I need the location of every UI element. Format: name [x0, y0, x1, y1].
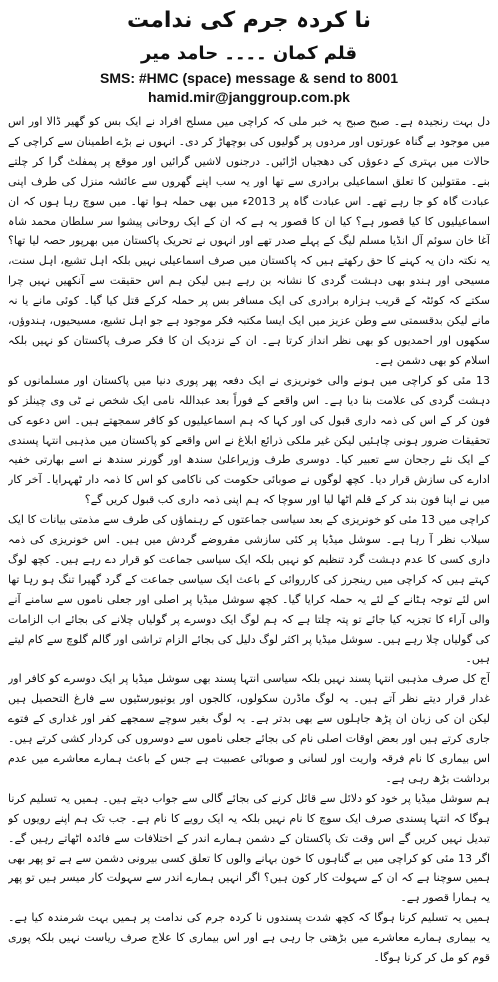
- article-paragraph: ہمیں یہ تسلیم کرنا ہوگا کہ کچھ شدت پسندوں نا کردہ جرم کی ندامت پر ہمیں بہت شرمندہ کیا ہے۔ یہ بیماری ہمارے معاشرے میں بڑھتی جا رہی ہے اور اس بیماری کا علاج صرف ریاست نہیں بلکہ پوری قوم کو مل کر کرنا ہوگا۔: [8, 911, 490, 965]
- article-body: [8, 112, 490, 968]
- sms-line: SMS: #HMC (space) message & send to 8001: [100, 70, 398, 86]
- article-paragraph: آج کل صرف مذہبی انتہا پسند نہیں بلکہ سیاسی انتہا پسند بھی سوشل میڈیا پر ایک دوسرے کو کافر اور غدار قرار دیتے نظر آتے ہیں۔ یہ لوگ ماڈرن سکولوں، کالجوں اور یونیورسٹیوں سے فارغ التحصیل ہیں لیکن ان کی زبان ان پڑھ جاہلوں سے بھی بدتر ہے۔ یہ لوگ بغیر سوچے سمجھے کفر اور غداری کے فتوے جاری کرتے ہیں اور بعض اوقات اصلی نام کی بجائے جعلی ناموں سے دوسروں کی کردار کشی کرتے ہیں۔ اس بیماری کا نام فرقہ واریت اور لسانی و صوبائی عصبیت ہے جس کے باعث ہمارے معاشرے میں عدم برداشت بڑھ رہی ہے۔: [8, 672, 490, 785]
- article-byline: قلم کمان ۔۔۔۔ حامد میر: [140, 43, 358, 64]
- article-paragraph: 13 مئی کو کراچی میں ہونے والی خونریزی نے ایک دفعہ پھر پوری دنیا میں پاکستان اور مسلمانوں کو دہشت گردی کی علامت بنا دیا ہے۔ اس واقعے کے فوراً بعد عبداللہ نامی ایک شخص نے ٹی وی چینلز کو فون کر کے اس کی ذمہ داری قبول کی اور کہا کہ ہم اسماعیلیوں کو کافر سمجھتے ہیں۔ اس دعوے کی تحقیقات ضرور ہونی چاہئیں لیکن غیر ملکی ذرائع ابلاغ نے اس واقعے کو پاکستان میں مذہبی انتہا پسندی کے ایک نئے رجحان سے تعبیر کیا۔ دوسری طرف وزیراعلیٰ سندھ اور گورنر سندھ نے اسے بھارتی خفیہ ادارے کی سازش قرار دیا۔ کچھ لوگوں نے صوبائی حکومت کی ناکامی کو اس کا ذمہ دار ٹھہرایا۔ آخر کار میں نے اپنا فون بند کر کے قلم اٹھا لیا اور سوچا کہ ہم اپنی ذمہ داری کب قبول کریں گے؟: [8, 373, 490, 507]
- article-paragraph: دل بہت رنجیدہ ہے۔ صبح صبح یہ خبر ملی کہ کراچی میں مسلح افراد نے ایک بس کو گھیر ڈالا اور اس میں موجود بے گناہ عورتوں اور مردوں پر گولیوں کی بوچھاڑ کر دی۔ انہوں نے بڑے اطمینان سے کراچی کے حالات میں بہتری کے دعوؤں کی دھجیاں اڑائیں۔ درجنوں لاشیں گرائیں اور موقع پر پمفلٹ گرا کر چلتے بنے۔ مقتولین کا تعلق اسماعیلی برادری سے تھا اور یہ سب اپنے گھروں سے عائشہ منزل کی طرف اپنی عبادت گاہ کو جا رہے تھے۔ اس عبادت گاہ پر 2013ء میں بھی حملہ ہوا تھا۔ میں سوچ رہا ہوں کہ ان اسماعیلیوں کا کیا قصور ہے؟ کیا ان کا قصور یہ ہے کہ ان کے ایک روحانی پیشوا سر سلطان محمد شاہ آغا خان سوئم آل انڈیا مسلم لیگ کے پہلے صدر تھے اور انہوں نے تحریک پاکستان میں بھرپور حصہ لیا تھا؟ یہ نکتہ دان یہ کہنے کا حق رکھتے ہیں کہ پاکستان میں صرف اسماعیلی نہیں بلکہ اہل تشیع، اہل سنت، مسیحی اور ہندو بھی دہشت گردی کا نشانہ بن رہے ہیں لیکن ہم اس حقیقت سے آنکھیں نہیں چرا سکتے کہ کوئٹہ کے قریب ہزارہ برادری کی ایک مسافر بس پر حملہ کرکے قتل کیا گیا۔ کوئی مانے یا نہ مانے لیکن بدقسمتی سے وطن عزیز میں ایک ایسا مکتبہ فکر موجود ہے جو اہل تشیع، مسیحیوں، ہندوؤں، سکھوں اور احمدیوں کو بھی نظر انداز کرتا ہے۔ ان کے نزدیک ان کا فکر صرف پاکستان کو نہیں بلکہ اسلام کو بھی دشمن ہے۔: [8, 115, 490, 367]
- article-paragraph: کراچی میں 13 مئی کو خونریزی کے بعد سیاسی جماعتوں کے رہنماؤں کی طرف سے مذمتی بیانات کا ایک سیلاب نظر آ رہا ہے۔ سوشل میڈیا پر کئی سازشی مفروضے گردش میں ہیں۔ اس خونریزی کی ذمہ داری کسی کا عدم دہشت گرد تنظیم کو نہیں بلکہ ایک سیاسی جماعت کو قرار دے رہے ہیں۔ کچھ لوگ کہتے ہیں کہ کراچی میں رینجرز کی کارروائی کے باعث ایک سیاسی جماعت کے گرد گھیرا تنگ ہو رہا تھا اس لئے توجہ ہٹانے کے لئے یہ حملہ کرایا گیا۔ کچھ سوشل میڈیا پر اصلی اور جعلی ناموں سے سامنے آنے والی آراء کا تجزیہ کیا جائے تو پتہ چلتا ہے کہ ہم لوگ ایک دوسرے پر گولیاں چلانے کی بجائے اب الزامات کی گولیاں چلا رہے ہیں۔ سوشل میڈیا پر اکثر لوگ دلیل کی بجائے الزام تراشی اور گالم گلوچ سے کام لیتے ہیں۔: [8, 513, 490, 666]
- article-paragraph: ہم سوشل میڈیا پر خود کو دلائل سے قائل کرنے کی بجائے گالی سے جواب دیتے ہیں۔ ہمیں یہ تسلیم کرنا ہوگا کہ انتہا پسندی صرف ایک سوچ کا نام نہیں بلکہ یہ ایک رویے کا نام ہے۔ جب تک ہم اپنے رویوں کو تبدیل نہیں کریں گے اس وقت تک پاکستان کے دشمن ہمارے اندر کے اختلافات سے فائدہ اٹھاتے رہیں گے۔ اگر 13 مئی کو کراچی میں بے گناہوں کا خون بہانے والوں کا تعلق کسی بیرونی دشمن سے ہے تو پھر بھی ہمیں سوچنا ہے کہ ان کے سہولت کار کون ہیں؟ اگر انہیں ہمارے اندر سے سہولت کار میسر ہیں تو پھر یہ ہمارا قصور ہے۔: [8, 791, 490, 905]
- author-email: hamid.mir@janggroup.com.pk: [148, 89, 350, 105]
- article-headline: نا کردہ جرم کی ندامت: [127, 8, 371, 33]
